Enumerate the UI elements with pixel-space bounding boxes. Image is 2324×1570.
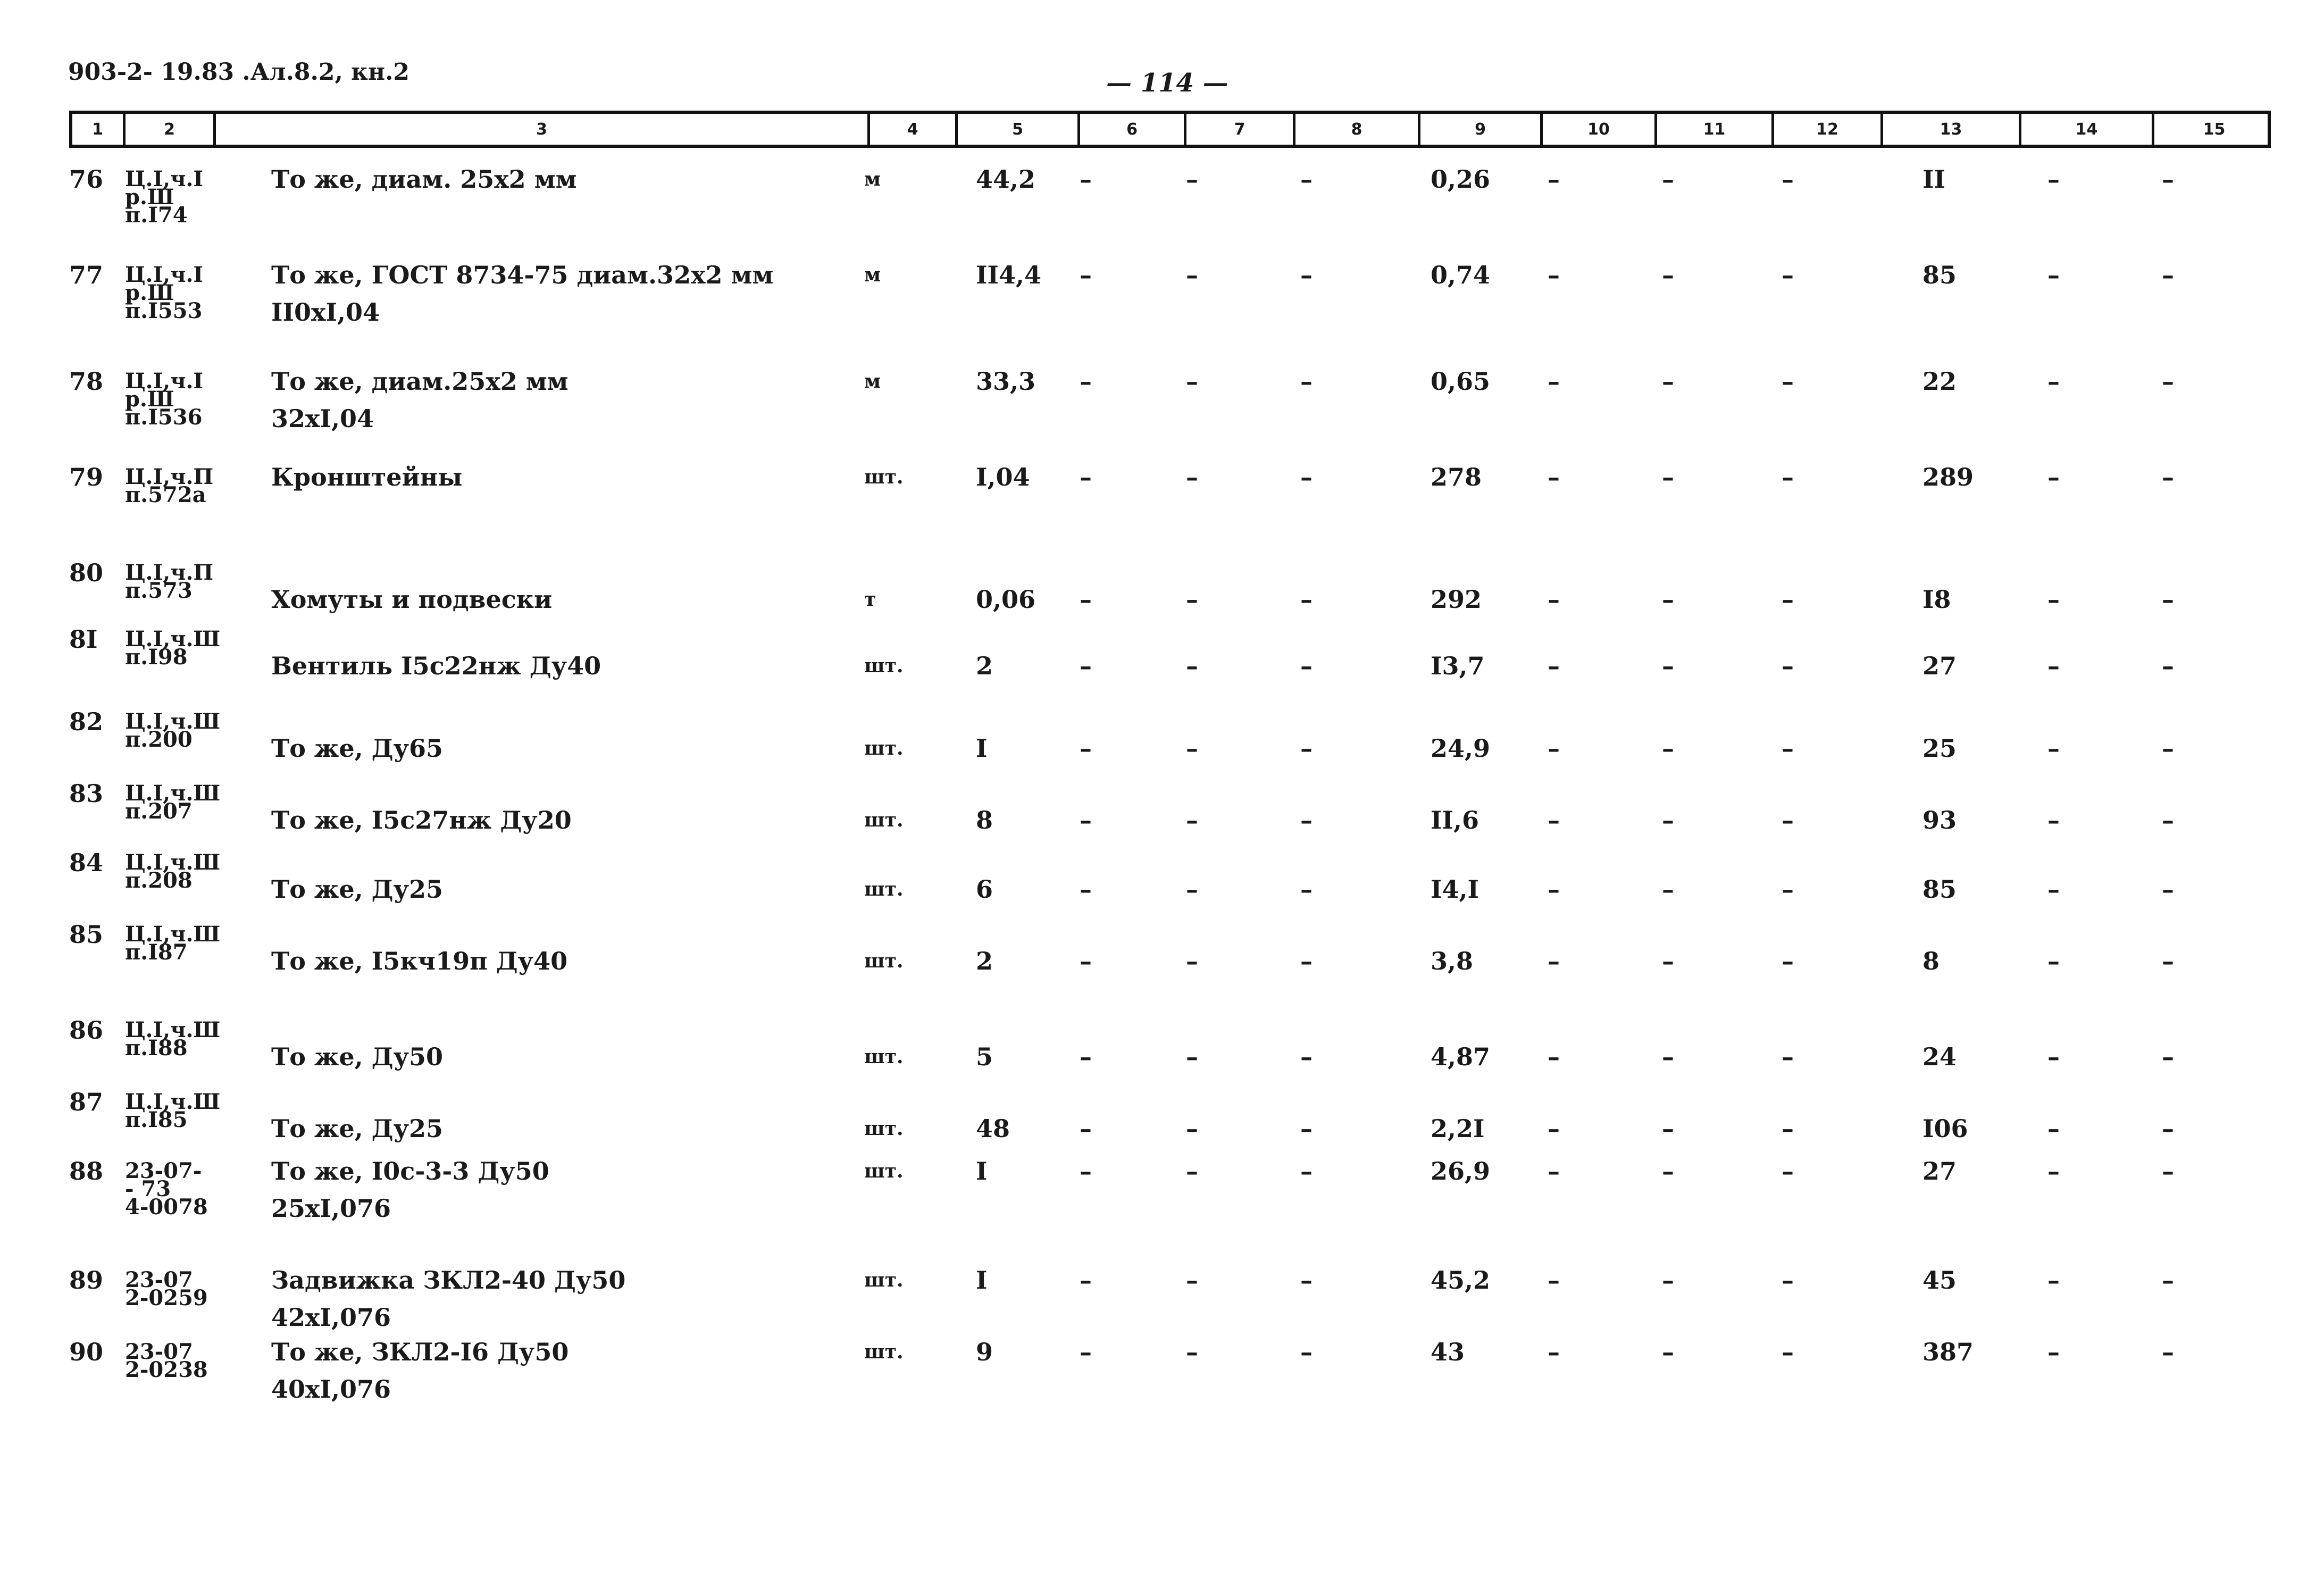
row-reference-line: Ц.I,ч.Ш	[125, 922, 221, 947]
row-reference-line: п.I74	[125, 203, 188, 228]
row-col-11: –	[1662, 1338, 1674, 1366]
row-col-10: –	[1548, 947, 1560, 975]
row-reference-line: п.208	[125, 868, 193, 893]
row-col-6: –	[1080, 165, 1092, 194]
row-col-14: –	[2047, 652, 2060, 680]
row-quantity: I	[976, 1266, 988, 1295]
row-reference-line: р.Ш	[125, 280, 174, 305]
row-col-10: –	[1548, 652, 1560, 680]
row-col-15: –	[2162, 652, 2174, 680]
row-col-6: –	[1080, 875, 1092, 904]
row-reference-line: п.I88	[125, 1035, 188, 1060]
row-description-line: 32хI,04	[271, 404, 374, 433]
row-col-15: –	[2162, 806, 2174, 834]
row-col-10: –	[1548, 585, 1560, 614]
row-col-11: –	[1662, 585, 1674, 614]
row-col-11: –	[1662, 1114, 1674, 1143]
row-reference-line: 23-07-	[125, 1158, 202, 1183]
row-reference-line: п.200	[125, 727, 193, 752]
row-col-11: –	[1662, 1042, 1674, 1071]
column-header-4: 4	[867, 114, 955, 145]
row-col-10: –	[1548, 463, 1560, 491]
row-reference-line: Ц.I,ч.П	[125, 560, 214, 585]
row-description-line: То же, ЗКЛ2-I6 Ду50	[271, 1338, 569, 1366]
row-col-7: –	[1186, 585, 1198, 614]
row-col-9: 24,9	[1431, 734, 1491, 763]
row-reference-line: Ц.I,ч.Ш	[125, 627, 221, 652]
row-description-line: То же, I5кч19п Ду40	[271, 947, 568, 975]
row-col-7: –	[1186, 1114, 1198, 1143]
row-col-12: –	[1782, 165, 1794, 194]
row-col-10: –	[1548, 1266, 1560, 1295]
row-quantity: 6	[976, 875, 993, 904]
row-col-9: 0,65	[1431, 367, 1491, 396]
row-number: 89	[69, 1266, 104, 1295]
column-header-9: 9	[1418, 114, 1540, 145]
row-col-8: –	[1300, 261, 1313, 289]
row-col-8: –	[1300, 463, 1313, 491]
row-col-11: –	[1662, 1157, 1674, 1185]
row-col-15: –	[2162, 947, 2174, 975]
column-header-14: 14	[2019, 114, 2152, 145]
row-col-6: –	[1080, 261, 1092, 289]
column-header-row	[69, 111, 2271, 148]
table-row	[0, 1016, 2324, 1101]
row-description-line: II0хI,04	[271, 298, 380, 327]
table-row	[0, 261, 2324, 346]
row-description-line: Задвижка ЗКЛ2-40 Ду50	[271, 1266, 626, 1295]
row-col-13: 85	[1922, 261, 1957, 289]
row-unit: шт.	[864, 809, 904, 831]
row-col-6: –	[1080, 652, 1092, 680]
row-number: 82	[69, 707, 104, 736]
row-quantity: 5	[976, 1042, 993, 1071]
row-col-7: –	[1186, 806, 1198, 834]
row-col-8: –	[1300, 806, 1313, 834]
column-header-11: 11	[1654, 114, 1771, 145]
row-col-12: –	[1782, 947, 1794, 975]
row-number: 86	[69, 1016, 104, 1045]
row-col-14: –	[2047, 1114, 2060, 1143]
row-reference-line: Ц.I,ч.П	[125, 464, 214, 489]
row-number: 87	[69, 1088, 104, 1116]
row-number: 80	[69, 558, 104, 587]
row-reference-line: п.I85	[125, 1107, 188, 1132]
row-col-10: –	[1548, 1114, 1560, 1143]
row-col-8: –	[1300, 585, 1313, 614]
row-col-15: –	[2162, 165, 2174, 194]
row-col-11: –	[1662, 875, 1674, 904]
row-col-14: –	[2047, 367, 2060, 396]
row-col-10: –	[1548, 367, 1560, 396]
table-row	[0, 165, 2324, 250]
row-col-13: 85	[1922, 875, 1957, 904]
row-description-line: То же, Ду50	[271, 1042, 444, 1071]
row-quantity: 9	[976, 1338, 993, 1366]
row-col-11: –	[1662, 806, 1674, 834]
row-col-11: –	[1662, 947, 1674, 975]
row-quantity: 2	[976, 652, 993, 680]
row-col-9: I4,I	[1431, 875, 1479, 904]
row-col-14: –	[2047, 947, 2060, 975]
row-number: 85	[69, 920, 104, 949]
row-number: 84	[69, 848, 104, 877]
row-col-15: –	[2162, 875, 2174, 904]
row-col-15: –	[2162, 367, 2174, 396]
row-col-13: 45	[1922, 1266, 1957, 1295]
row-description-line: 40хI,076	[271, 1375, 391, 1404]
column-header-5: 5	[955, 114, 1077, 145]
row-col-15: –	[2162, 1114, 2174, 1143]
row-reference-line: - 73	[125, 1176, 171, 1201]
row-col-6: –	[1080, 1157, 1092, 1185]
column-header-2: 2	[123, 114, 213, 145]
row-unit: шт.	[864, 1269, 904, 1291]
row-quantity: I	[976, 734, 988, 763]
row-col-6: –	[1080, 947, 1092, 975]
row-col-15: –	[2162, 463, 2174, 491]
row-description-line: 25хI,076	[271, 1194, 391, 1223]
row-col-8: –	[1300, 734, 1313, 763]
row-number: 79	[69, 463, 104, 491]
row-reference-line: п.I87	[125, 940, 188, 965]
row-col-7: –	[1186, 1266, 1198, 1295]
row-unit: т	[864, 588, 876, 611]
row-col-10: –	[1548, 261, 1560, 289]
row-reference-line: Ц.I,ч.Ш	[125, 1089, 221, 1114]
column-header-10: 10	[1540, 114, 1654, 145]
row-description-line: То же, I0с-3-3 Ду50	[271, 1157, 549, 1185]
row-col-9: 45,2	[1431, 1266, 1491, 1295]
column-header-15: 15	[2152, 114, 2274, 145]
row-col-9: II,6	[1431, 806, 1479, 834]
row-col-6: –	[1080, 1114, 1092, 1143]
row-quantity: 44,2	[976, 165, 1036, 194]
row-reference-line: п.572а	[125, 482, 206, 507]
row-description-line: Хомуты и подвески	[271, 585, 553, 614]
row-col-7: –	[1186, 1338, 1198, 1366]
row-col-9: 26,9	[1431, 1157, 1491, 1185]
row-col-13: 8	[1922, 947, 1940, 975]
row-col-8: –	[1300, 1338, 1313, 1366]
row-reference-line: 23-07	[125, 1267, 193, 1292]
row-col-8: –	[1300, 1042, 1313, 1071]
row-description-line: 42хI,076	[271, 1303, 391, 1332]
table-row	[0, 463, 2324, 548]
row-col-9: 0,26	[1431, 165, 1491, 194]
row-reference-line: 2-0259	[125, 1285, 208, 1310]
table-row	[0, 1338, 2324, 1423]
row-col-9: 4,87	[1431, 1042, 1491, 1071]
row-quantity: 2	[976, 947, 993, 975]
column-header-8: 8	[1293, 114, 1418, 145]
column-header-13: 13	[1880, 114, 2019, 145]
row-col-15: –	[2162, 1266, 2174, 1295]
table-row	[0, 367, 2324, 452]
row-unit: м	[864, 370, 881, 392]
row-col-8: –	[1300, 947, 1313, 975]
row-col-9: 43	[1431, 1338, 1465, 1366]
row-col-6: –	[1080, 585, 1092, 614]
row-col-14: –	[2047, 463, 2060, 491]
column-header-7: 7	[1184, 114, 1293, 145]
row-number: 8I	[69, 625, 98, 654]
row-reference-line: п.573	[125, 578, 193, 603]
row-col-13: 22	[1922, 367, 1957, 396]
row-description-line: То же, Ду65	[271, 734, 444, 763]
row-description-line: То же, диам.25х2 мм	[271, 367, 569, 396]
row-col-11: –	[1662, 261, 1674, 289]
row-reference-line: п.I553	[125, 298, 203, 323]
row-description-line: То же, I5с27нж Ду20	[271, 806, 572, 834]
column-header-1: 1	[92, 120, 103, 139]
row-unit: шт.	[864, 1341, 904, 1363]
row-unit: шт.	[864, 1046, 904, 1068]
row-col-12: –	[1782, 261, 1794, 289]
row-quantity: 8	[976, 806, 993, 834]
row-description-line: То же, диам. 25х2 мм	[271, 165, 577, 194]
row-col-13: II	[1922, 165, 1946, 194]
row-col-11: –	[1662, 367, 1674, 396]
row-col-11: –	[1662, 734, 1674, 763]
row-col-15: –	[2162, 1042, 2174, 1071]
row-col-8: –	[1300, 165, 1313, 194]
row-quantity: I	[976, 1157, 988, 1185]
row-col-7: –	[1186, 463, 1198, 491]
row-col-7: –	[1186, 367, 1198, 396]
row-unit: м	[864, 168, 881, 190]
row-reference-line: р.Ш	[125, 185, 174, 210]
row-quantity: I,04	[976, 463, 1030, 491]
row-col-6: –	[1080, 367, 1092, 396]
row-col-14: –	[2047, 1338, 2060, 1366]
row-col-7: –	[1186, 1042, 1198, 1071]
row-col-9: 2,2I	[1431, 1114, 1485, 1143]
row-col-8: –	[1300, 1157, 1313, 1185]
row-col-6: –	[1080, 463, 1092, 491]
row-reference-line: Ц.I,ч.Ш	[125, 850, 221, 875]
document-reference: 903-2- 19.83 .Ал.8.2, кн.2	[68, 59, 409, 86]
row-col-14: –	[2047, 261, 2060, 289]
table-row	[0, 848, 2324, 933]
table-row	[0, 1157, 2324, 1242]
row-unit: шт.	[864, 950, 904, 972]
row-col-8: –	[1300, 875, 1313, 904]
row-col-10: –	[1548, 165, 1560, 194]
row-reference-line: 4-0078	[125, 1195, 208, 1220]
row-col-15: –	[2162, 261, 2174, 289]
column-header-12: 12	[1771, 114, 1880, 145]
row-col-13: 289	[1922, 463, 1974, 491]
row-col-13: 27	[1922, 652, 1957, 680]
row-col-11: –	[1662, 652, 1674, 680]
row-col-6: –	[1080, 806, 1092, 834]
row-col-7: –	[1186, 165, 1198, 194]
table-row	[0, 920, 2324, 1005]
row-col-7: –	[1186, 875, 1198, 904]
row-col-11: –	[1662, 463, 1674, 491]
row-col-10: –	[1548, 1042, 1560, 1071]
row-col-14: –	[2047, 734, 2060, 763]
table-row	[0, 707, 2324, 792]
row-number: 88	[69, 1157, 104, 1185]
row-reference-line: 2-0238	[125, 1357, 208, 1382]
row-unit: м	[864, 264, 881, 286]
row-unit: шт.	[864, 466, 904, 488]
row-col-13: 24	[1922, 1042, 1957, 1071]
row-col-12: –	[1782, 875, 1794, 904]
table-row	[0, 625, 2324, 710]
row-col-13: I06	[1922, 1114, 1968, 1143]
row-col-12: –	[1782, 1338, 1794, 1366]
page-number: — 114 —	[1106, 68, 1228, 98]
row-description-line: Вентиль I5с22нж Ду40	[271, 652, 601, 680]
row-unit: шт.	[864, 1117, 904, 1140]
row-col-13: 27	[1922, 1157, 1957, 1185]
row-col-12: –	[1782, 652, 1794, 680]
row-col-14: –	[2047, 1266, 2060, 1295]
row-col-9: 3,8	[1431, 947, 1474, 975]
row-col-6: –	[1080, 734, 1092, 763]
row-col-14: –	[2047, 1042, 2060, 1071]
row-col-9: 292	[1431, 585, 1482, 614]
row-col-9: I3,7	[1431, 652, 1485, 680]
row-col-14: –	[2047, 806, 2060, 834]
row-unit: шт.	[864, 737, 904, 759]
row-col-14: –	[2047, 165, 2060, 194]
row-col-10: –	[1548, 806, 1560, 834]
row-col-7: –	[1186, 734, 1198, 763]
row-quantity: 33,3	[976, 367, 1036, 396]
row-col-12: –	[1782, 806, 1794, 834]
row-col-14: –	[2047, 1157, 2060, 1185]
row-col-8: –	[1300, 1266, 1313, 1295]
row-col-12: –	[1782, 367, 1794, 396]
row-col-12: –	[1782, 585, 1794, 614]
row-number: 78	[69, 367, 104, 396]
row-col-12: –	[1782, 463, 1794, 491]
row-col-8: –	[1300, 652, 1313, 680]
row-col-8: –	[1300, 367, 1313, 396]
row-quantity: 0,06	[976, 585, 1036, 614]
row-col-10: –	[1548, 1157, 1560, 1185]
row-reference-line: 23-07	[125, 1339, 193, 1364]
row-col-12: –	[1782, 1157, 1794, 1185]
row-reference-line: Ц.I,ч.I	[125, 166, 204, 191]
row-col-12: –	[1782, 1266, 1794, 1295]
row-number: 83	[69, 779, 104, 808]
row-unit: шт.	[864, 878, 904, 900]
row-col-6: –	[1080, 1042, 1092, 1071]
row-col-15: –	[2162, 734, 2174, 763]
row-reference-line: п.207	[125, 799, 193, 824]
row-col-15: –	[2162, 1157, 2174, 1185]
row-unit: шт.	[864, 1160, 904, 1182]
column-header-3: 3	[213, 114, 867, 145]
row-reference-line: Ц.I,ч.I	[125, 369, 204, 394]
row-reference-line: Ц.I,ч.Ш	[125, 781, 221, 806]
row-col-13: 93	[1922, 806, 1957, 834]
row-quantity: II4,4	[976, 261, 1042, 289]
row-reference-line: Ц.I,ч.Ш	[125, 1017, 221, 1042]
row-col-12: –	[1782, 1114, 1794, 1143]
row-description-line: То же, ГОСТ 8734-75 диам.32х2 мм	[271, 261, 774, 289]
row-col-10: –	[1548, 875, 1560, 904]
table-row	[0, 779, 2324, 864]
row-col-7: –	[1186, 652, 1198, 680]
row-col-6: –	[1080, 1338, 1092, 1366]
row-col-9: 0,74	[1431, 261, 1491, 289]
row-col-14: –	[2047, 875, 2060, 904]
row-col-13: 25	[1922, 734, 1957, 763]
row-reference-line: р.Ш	[125, 387, 174, 412]
column-header-6: 6	[1077, 114, 1184, 145]
row-col-7: –	[1186, 947, 1198, 975]
row-col-13: 387	[1922, 1338, 1974, 1366]
row-col-10: –	[1548, 1338, 1560, 1366]
row-reference-line: Ц.I,ч.I	[125, 262, 204, 287]
row-col-14: –	[2047, 585, 2060, 614]
row-unit: шт.	[864, 655, 904, 677]
row-col-12: –	[1782, 734, 1794, 763]
row-number: 76	[69, 165, 104, 194]
row-description-line: Кронштейны	[271, 463, 463, 491]
row-reference-line: п.I536	[125, 405, 203, 430]
row-col-10: –	[1548, 734, 1560, 763]
row-col-7: –	[1186, 261, 1198, 289]
row-col-11: –	[1662, 1266, 1674, 1295]
row-reference-line: Ц.I,ч.Ш	[125, 709, 221, 734]
row-number: 77	[69, 261, 104, 289]
row-col-15: –	[2162, 1338, 2174, 1366]
row-quantity: 48	[976, 1114, 1010, 1143]
row-col-6: –	[1080, 1266, 1092, 1295]
row-description-line: То же, Ду25	[271, 875, 444, 904]
row-col-13: I8	[1922, 585, 1951, 614]
row-col-8: –	[1300, 1114, 1313, 1143]
row-description-line: То же, Ду25	[271, 1114, 444, 1143]
row-reference-line: п.I98	[125, 645, 188, 670]
row-number: 90	[69, 1338, 104, 1366]
row-col-9: 278	[1431, 463, 1482, 491]
row-col-12: –	[1782, 1042, 1794, 1071]
row-col-11: –	[1662, 165, 1674, 194]
row-col-15: –	[2162, 585, 2174, 614]
row-col-7: –	[1186, 1157, 1198, 1185]
